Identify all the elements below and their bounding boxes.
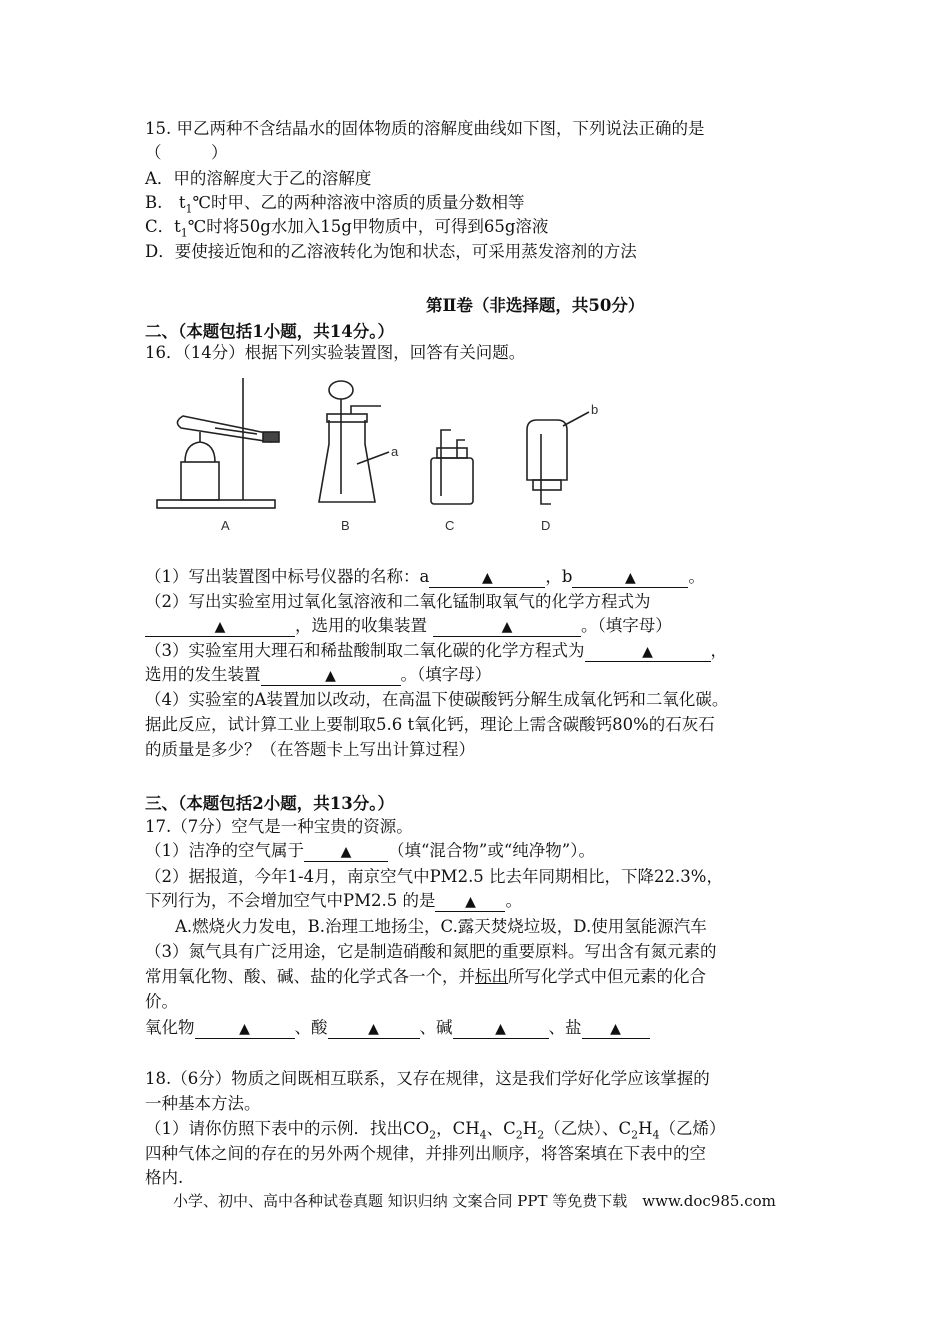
gas-bottle-c xyxy=(431,458,473,504)
q15-option-d: D．要使接近饱和的乙溶液转化为饱和状态，可采用蒸发溶剂的方法 xyxy=(145,242,637,261)
q15-b-suffix: ℃时甲、乙的两种溶液中溶质的质量分数相等 xyxy=(192,193,525,212)
q15-c-prefix: C．t xyxy=(145,217,181,236)
blank-marker: ▲ xyxy=(625,570,636,586)
blank-marker: ▲ xyxy=(610,1021,621,1037)
flask-stopper xyxy=(327,414,367,422)
q16-p2-end: 。（填字母） xyxy=(581,616,672,635)
q15-b-sub: 1 xyxy=(185,202,193,216)
q16-part1 xyxy=(145,566,705,588)
q17-blank-oxide[interactable] xyxy=(195,1019,295,1039)
q17-part2-line2 xyxy=(145,890,522,912)
q17-part3-line3: 价。 xyxy=(145,992,178,1011)
q18-ch-text: ，CH xyxy=(436,1119,480,1138)
q16-part4-line1: （4）实验室的A装置加以改动，在高温下使碳酸钙分解生成氧化钙和二氧化碳。 xyxy=(145,690,729,709)
q18-h-text: H xyxy=(522,1119,538,1138)
fig-label-small-a: a xyxy=(391,444,399,459)
q18-c2-text: 、C xyxy=(486,1119,516,1138)
q16-stem: 16．（14分）根据下列实验装置图，回答有关问题。 xyxy=(145,343,526,362)
leader-a xyxy=(357,452,389,464)
q18-ethene-text: （乙烯） xyxy=(659,1119,726,1138)
q16-p3-end2: 。（填字母） xyxy=(400,665,492,684)
part2-title: 第Ⅱ卷（非选择题，共50分） xyxy=(426,296,645,315)
q15-stem: 15. 甲乙两种不含结晶水的固体物质的溶解度曲线如下图，下列说法正确的是 xyxy=(145,119,705,138)
q17-part3-line2 xyxy=(145,966,706,988)
q17-p3-b: 所写化学式中但元素的化合 xyxy=(508,967,706,986)
apparatus-figure xyxy=(145,372,605,537)
q18-c2h4-c-sub: 2 xyxy=(631,1128,639,1142)
q16-blank-a[interactable] xyxy=(429,568,545,588)
q16-part3-line2 xyxy=(145,664,491,686)
q16-p3-end1: ， xyxy=(710,641,727,660)
q17-p2-text: 下列行为，不会增加空气中PM2.5 的是 xyxy=(145,891,436,910)
fig-label-a: A xyxy=(221,518,230,533)
q17-base-label: 、碱 xyxy=(419,1018,453,1037)
q18-h2-text: H xyxy=(638,1119,653,1138)
fig-label-c: C xyxy=(445,518,455,533)
q15-b-prefix: B. t xyxy=(145,193,186,212)
q16-blank-b[interactable] xyxy=(572,568,688,588)
q18-co-text: （1）请你仿照下表中的示例．找出CO xyxy=(145,1119,430,1138)
q17-options: A.燃烧火力发电，B.治理工地扬尘，C.露天焚烧垃圾，D.使用氢能源汽车 xyxy=(175,917,707,936)
q17-part1 xyxy=(145,840,595,862)
fig-label-small-b: b xyxy=(591,402,599,417)
q17-blank-air[interactable] xyxy=(304,842,388,862)
q17-p2-end: 。 xyxy=(505,891,522,910)
blank-marker: ▲ xyxy=(642,644,653,660)
blank-marker: ▲ xyxy=(325,668,336,684)
page-footer: 小学、初中、高中各种试卷真题 知识归纳 文案合同 PPT 等免费下载 www.doc985.com xyxy=(173,1192,776,1210)
q18-line4: 四种气体之间的存在的另外两个规律，并排列出顺序，将答案填在下表中的空 xyxy=(145,1144,706,1163)
q16-part2-line1: （2）写出实验室用过氧化氢溶液和二氧化锰制取氧气的化学方程式为 xyxy=(145,592,651,611)
q17-blank-pm25[interactable] xyxy=(435,892,505,912)
blank-marker: ▲ xyxy=(465,894,476,910)
blank-marker: ▲ xyxy=(239,1021,250,1037)
q16-blank-collect[interactable] xyxy=(433,617,581,637)
q16-blank-o2-equation[interactable] xyxy=(145,617,295,637)
q17-salt-label: 、盐 xyxy=(548,1018,582,1037)
q15-c-sub: 1 xyxy=(180,226,188,240)
q18-co2-sub: 2 xyxy=(429,1128,437,1142)
q18-c2h2-c-sub: 2 xyxy=(515,1128,523,1142)
tube-stopper xyxy=(263,432,279,442)
q18-line2: 一种基本方法。 xyxy=(145,1094,261,1113)
lamp-block xyxy=(181,462,219,500)
q17-p1-prefix: （1）洁净的空气属于 xyxy=(145,841,304,860)
q16-p2-mid: ，选用的收集装置 xyxy=(295,616,427,635)
q16-part4-line2: 据此反应，试计算工业上要制取5.6 t氧化钙，理论上需含碳酸钙80%的石灰石 xyxy=(145,715,715,734)
q17-blank-acid[interactable] xyxy=(328,1019,420,1039)
blank-marker: ▲ xyxy=(340,844,352,860)
q16-part2-line2 xyxy=(145,615,672,637)
blank-marker: ▲ xyxy=(481,570,493,586)
section-2-heading: 二、（本题包括1小题，共14分。） xyxy=(145,322,394,341)
q15-c-suffix: ℃时将50g水加入15g甲物质中，可得到65g溶液 xyxy=(187,217,549,236)
q17-part3-line1: （3）氮气具有广泛用途，它是制造硝酸和氮肥的重要原料。写出含有氮元素的 xyxy=(145,942,717,961)
q17-part2-line1: （2）据报道，今年1-4月，南京空气中PM2.5 比去年同期相比，下降22.3%， xyxy=(145,867,723,886)
alcohol-lamp xyxy=(185,442,215,462)
stand-base xyxy=(157,500,275,508)
stand-clamp xyxy=(215,428,257,434)
section-3-heading: 三、（本题包括2小题，共13分。） xyxy=(145,794,394,813)
tube-d xyxy=(541,434,551,504)
delivery-tube-b xyxy=(351,406,381,414)
bottle-neck-d xyxy=(533,480,561,490)
q17-p3-underlined: 标出 xyxy=(475,967,508,986)
q17-p1-end: （填“混合物”或“纯净物”）。 xyxy=(388,841,595,860)
q17-oxide-label: 氧化物 xyxy=(145,1018,195,1037)
q18-line1: 18.（6分）物质之间既相互联系，又存在规律，这是我们学好化学应该掌握的 xyxy=(145,1069,710,1088)
separatory-funnel xyxy=(329,381,353,399)
q17-blank-base[interactable] xyxy=(453,1019,549,1039)
q17-p3-a: 常用氧化物、酸、碱、盐的化学式各一个，并 xyxy=(145,967,475,986)
q15-option-a: A．甲的溶解度大于乙的溶解度 xyxy=(145,169,372,188)
blank-marker: ▲ xyxy=(501,619,513,635)
blank-marker: ▲ xyxy=(495,1021,506,1037)
leader-b xyxy=(563,412,589,426)
q16-p1-prefix: （1）写出装置图中标号仪器的名称：a xyxy=(145,567,430,586)
q17-stem: 17.（7分）空气是一种宝贵的资源。 xyxy=(145,817,413,836)
q17-formula-row xyxy=(145,1017,650,1039)
q16-part3-line1 xyxy=(145,640,727,662)
blank-marker: ▲ xyxy=(214,619,226,635)
q16-p1-end: 。 xyxy=(688,567,705,586)
q16-blank-co2-equation[interactable] xyxy=(585,642,711,662)
q18-c2h2-h-sub: 2 xyxy=(537,1128,545,1142)
q18-c2h4-h-sub: 4 xyxy=(652,1128,660,1142)
q15-answer-paren: （ ） xyxy=(145,143,228,162)
fig-label-b: B xyxy=(341,518,350,533)
q18-line5: 格内. xyxy=(145,1168,184,1187)
blank-marker: ▲ xyxy=(368,1021,379,1037)
q16-p3-text: （3）实验室用大理石和稀盐酸制取二氧化碳的化学方程式为 xyxy=(145,641,585,660)
fig-label-d: D xyxy=(541,518,551,533)
long-tube-c xyxy=(441,430,451,496)
q16-blank-generator[interactable] xyxy=(261,666,401,686)
q16-p1-mid: ，b xyxy=(545,567,573,586)
q18-ethyne-text: （乙炔）、C xyxy=(544,1119,632,1138)
q16-part4-line3: 的质量是多少？（在答题卡上写出计算过程） xyxy=(145,740,475,759)
q17-acid-label: 、酸 xyxy=(294,1018,328,1037)
q16-p3-line2-text: 选用的发生装置 xyxy=(145,665,261,684)
q17-blank-salt[interactable] xyxy=(582,1019,650,1039)
gas-bottle-d xyxy=(527,420,567,480)
q18-ch4-sub: 4 xyxy=(479,1128,487,1142)
short-tube-c xyxy=(457,440,465,458)
